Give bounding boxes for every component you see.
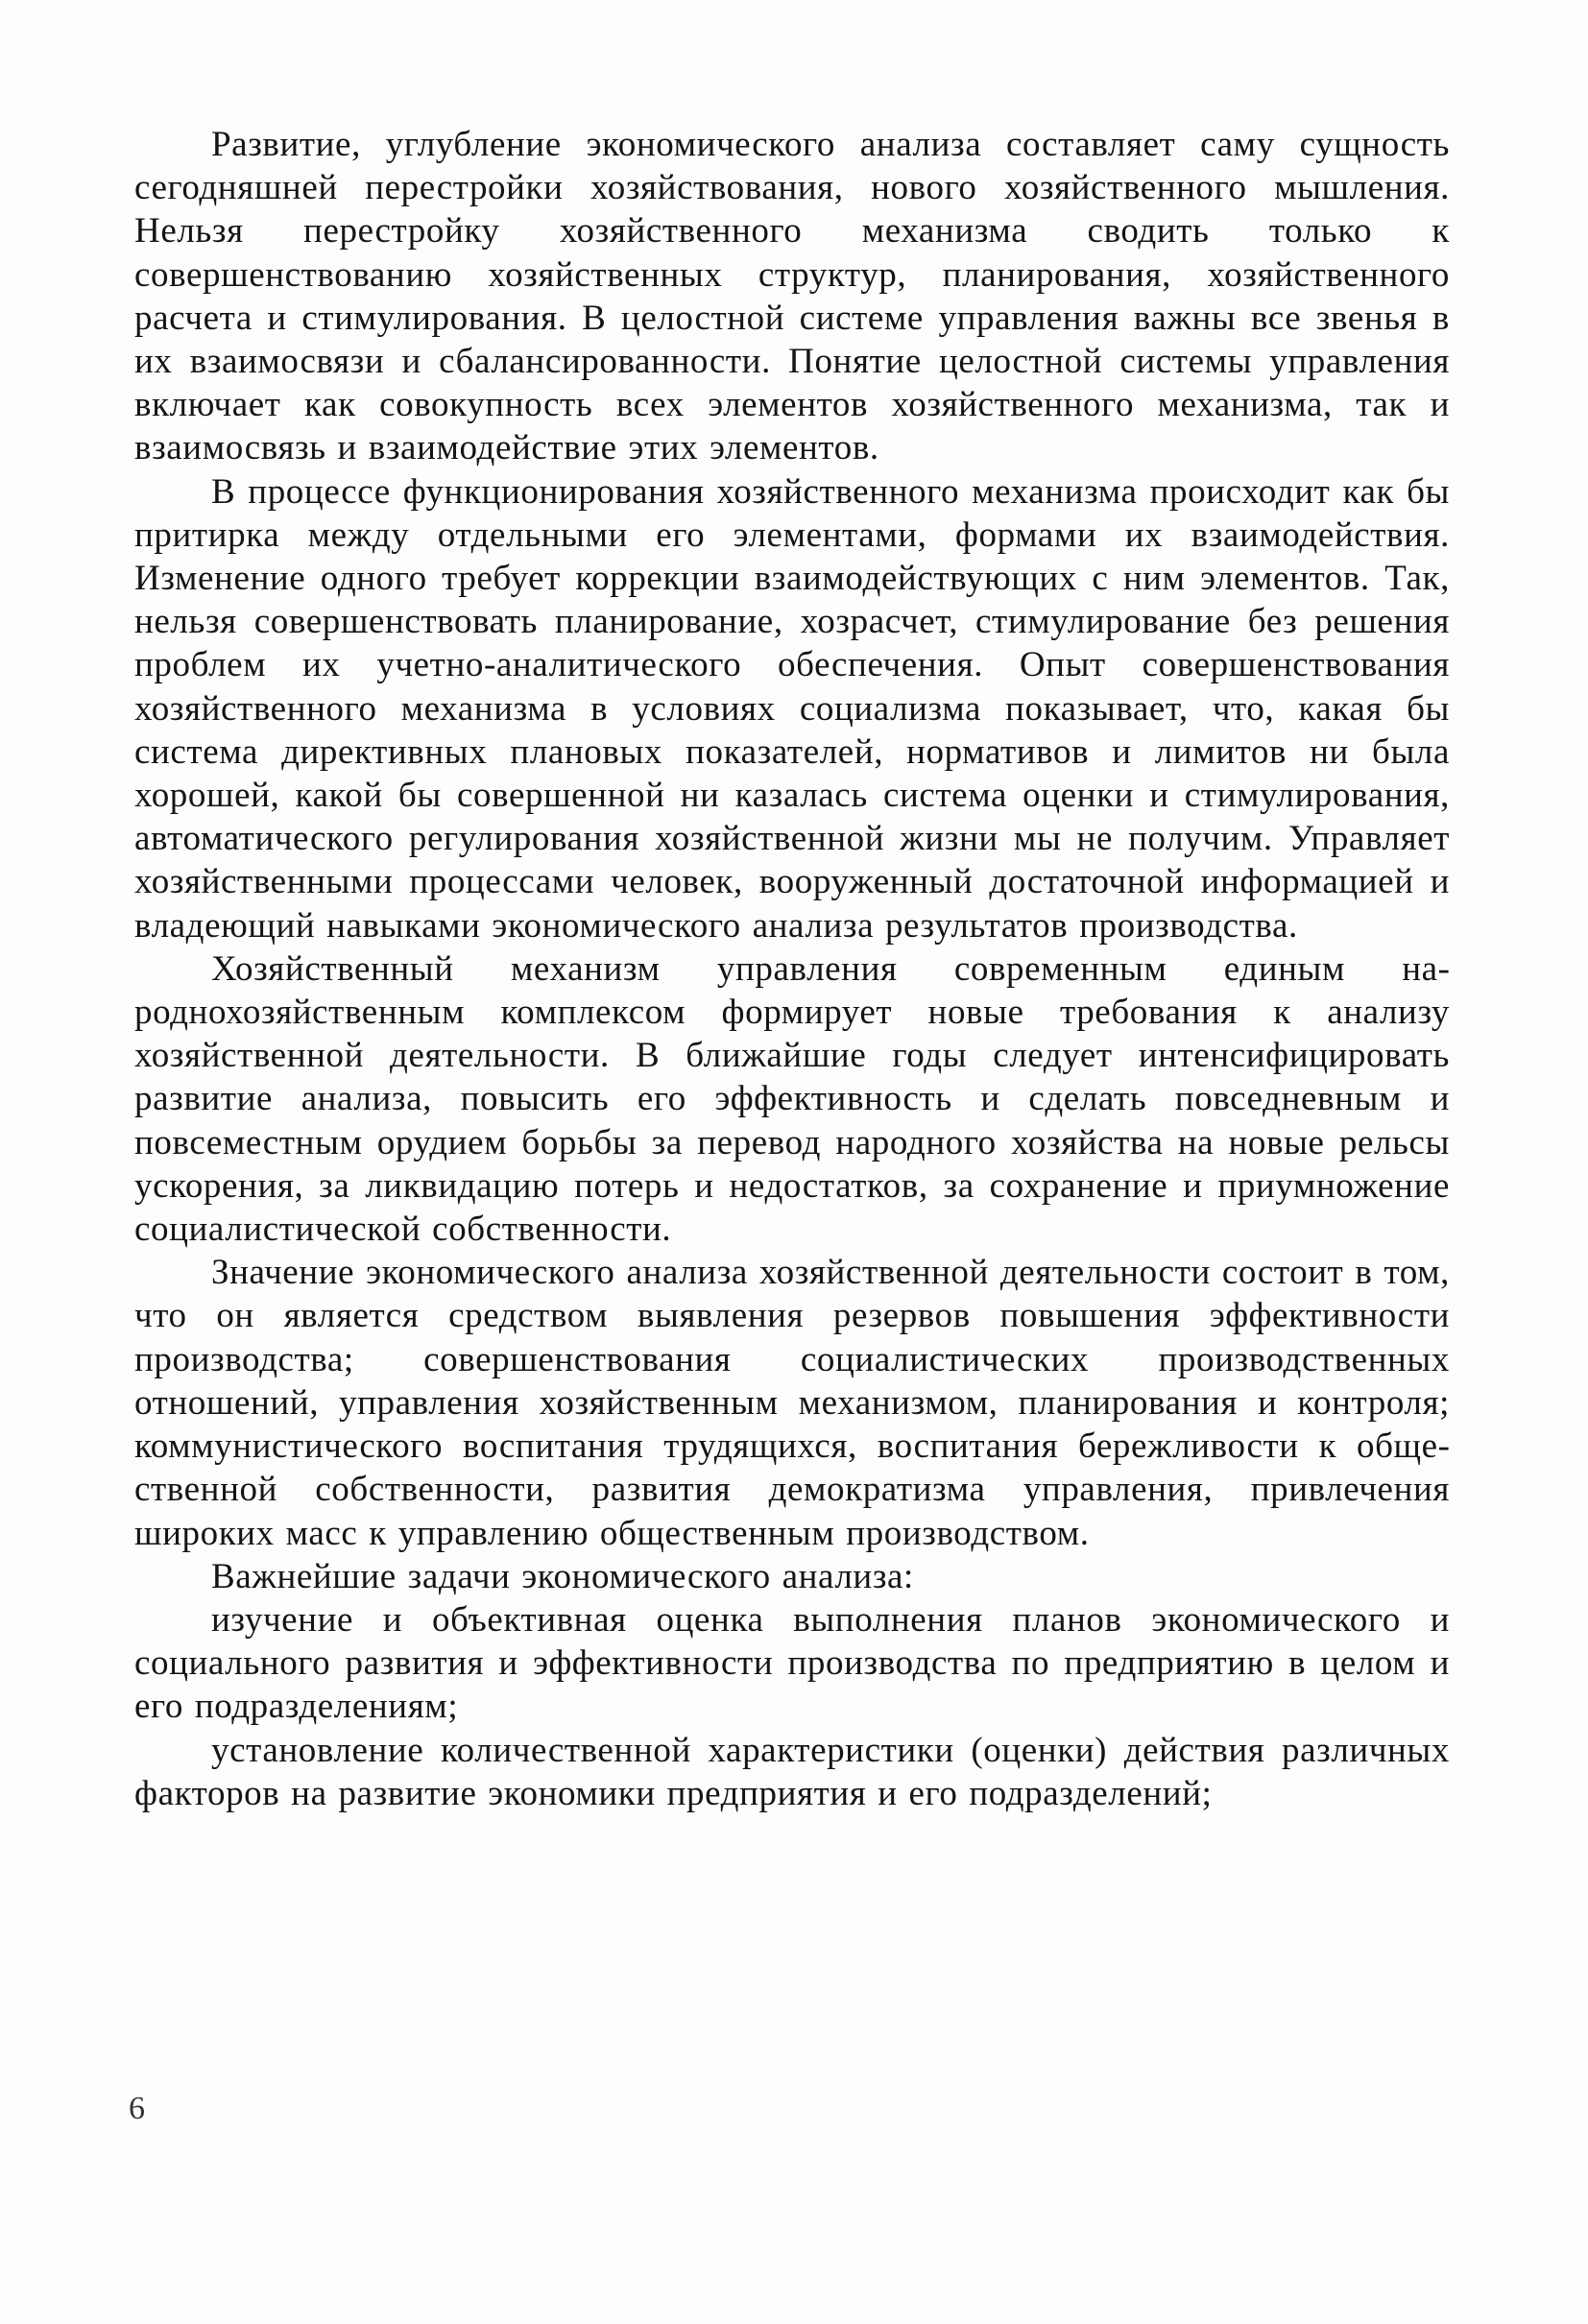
paragraph-6: изучение и объективная оценка выполнения планов экономического и социального развития и эффективности производства по предприятию в целом и его подразделениям; — [134, 1599, 1450, 1727]
paragraph-2: В процессе функционирования хозяйственного механизма происходит как бы притирка между отдельными его элементами, формами их взаимодействия. Изменение одного требует коррекции взаимодействующих с ним элементов. Так, нельзя совершенствовать планирование, хозрасчет, стимулирование без решения проблем их учетно-аналитического обеспечения. Опыт совершенствования хозяйственного механизма в условиях социализма показывает, что, какая бы система директивных плановых показателей, нормативов и лимитов ни была хорошей, какой бы совершенной ни казалась система оценки и стимулирования, автоматического регулирования хозяйственной жизни мы не получим. Управляет хозяйственными процессами человек, вооруженный достаточной информацией и владеющий навыками экономического анализа результатов производства. — [134, 471, 1450, 946]
paragraph-7: установление количественной характеристики (оценки) действия различных факторов на развитие экономики предприятия и его подразделений; — [134, 1730, 1450, 1813]
paragraph-1: Развитие, углубление экономического анализа составляет саму сущность сегодняшней перестройки хозяйствования, нового хозяйственного мышления. Нельзя перестройку хозяйственного механизма сводить только к совершенствованию хозяйственных структур, планирования, хозяйственного расчета и стимулирования. В целостной системе управления важны все звенья в их взаимосвязи и сбалансированности. Понятие целостной системы управления включает как совокупность всех элементов хозяйственного механизма, так и взаимосвязь и взаимодействие этих элементов. — [134, 125, 1450, 468]
paragraph-3: Хозяйственный механизм управления современным единым народнохозяйственным комплексом формирует новые требования к анализу хозяйственной деятельности. В ближайшие годы следует интенсифицировать развитие анализа, повысить его эффективность и сделать повседневным и повсеместным орудием борьбы за перевод народного хозяйства на новые рельсы ускорения, за ликвидацию потерь и недостатков, за сохранение и приумножение социалистической собственности. — [134, 948, 1450, 1250]
paragraph-4: Значение экономического анализа хозяйственной деятельности состоит в том, что он является средством выявления резервов повышения эффективности производства; совершенствования социалистических производственных отношений, управления хозяйственным механизмом, планирования и контроля; коммунистического воспитания трудящихся, воспитания бережливости к общественной собственности, развития демократизма управления, привлечения широких масс к управлению общественным производством. — [134, 1253, 1450, 1553]
page-number: 6 — [129, 2091, 145, 2126]
paragraph-5: Важнейшие задачи экономического анализа: — [211, 1556, 914, 1596]
body-text — [134, 123, 1450, 1815]
